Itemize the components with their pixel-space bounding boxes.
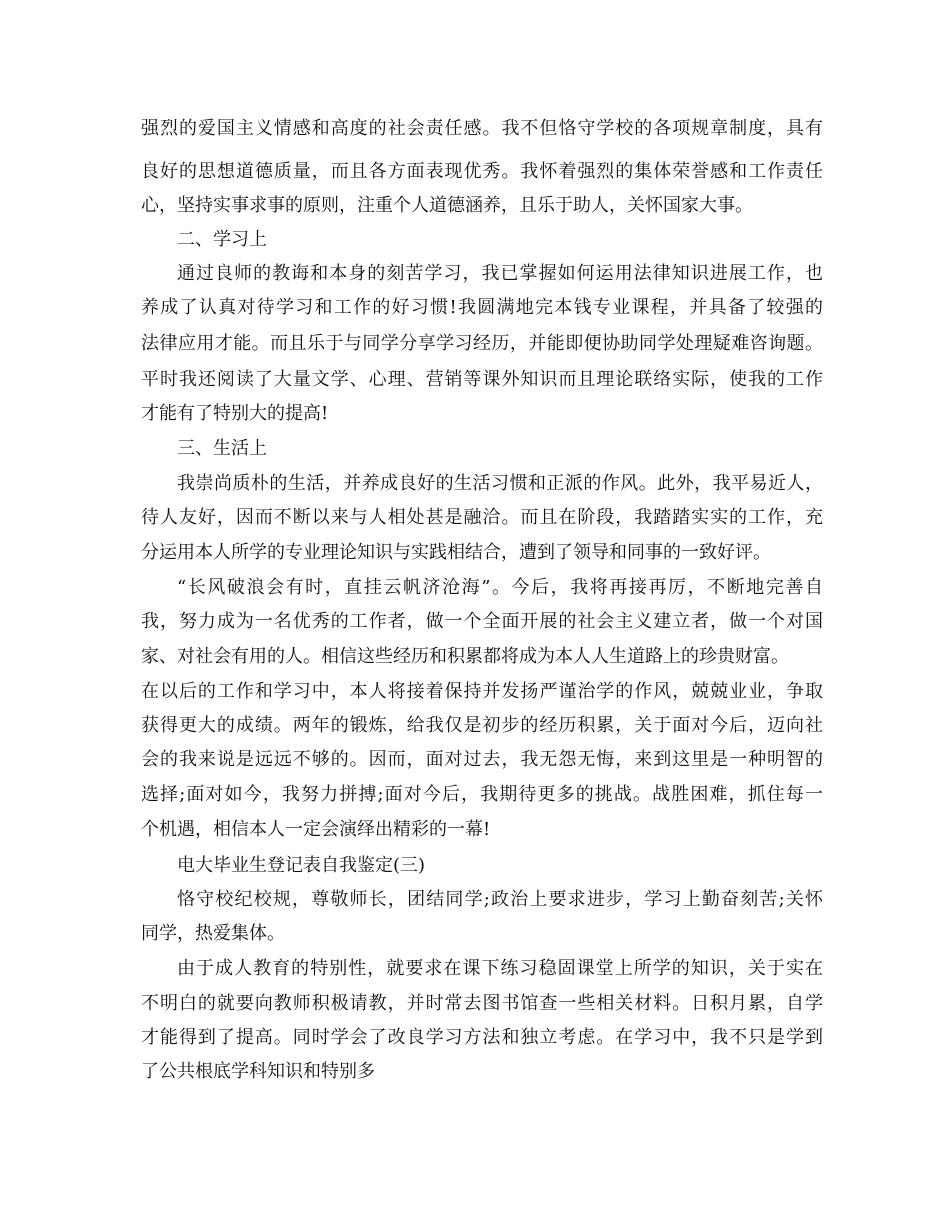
section-heading: 三、生活上 <box>177 438 267 459</box>
text-line: 会的我来说是远远不够的。因而，面对过去，我无怨无悔，来到这里是一种明智的 <box>141 749 823 770</box>
text-line: “长风破浪会有时，直挂云帆济沧海”。今后，我将再接再厉，不断地完善自 <box>177 577 823 598</box>
text-line: 才能得到了提高。同时学会了改良学习方法和独立考虑。在学习中，我不只是学到 <box>141 1027 823 1048</box>
section-heading: 二、学习上 <box>177 229 267 250</box>
text-line: 通过良师的教诲和本身的刻苦学习，我已掌握如何运用法律知识进展工作，也 <box>177 263 823 284</box>
text-line: 不明白的就要向教师积极请教，并时常去图书馆查一些相关材料。日积月累，自学 <box>141 993 823 1014</box>
text-line: 养成了认真对待学习和工作的好习惯!我圆满地完本钱专业课程，并具备了较强的 <box>141 297 823 318</box>
text-line: 心，坚持实事求事的原则，注重个人道德涵养，且乐于助人，关怀国家大事。 <box>141 195 753 216</box>
text-line: 获得更大的成绩。两年的锻炼，给我仅是初步的经历积累，关于面对今后，迈向社 <box>141 715 823 736</box>
text-line: 待人友好，因而不断以来与人相处甚是融洽。而且在阶段，我踏踏实实的工作，充 <box>141 507 823 528</box>
text-line: 家、对社会有用的人。相信这些经历和积累都将成为本人人生道路上的珍贵财富。 <box>141 646 789 667</box>
text-line: 强烈的爱国主义情感和高度的社会责任感。我不但恪守学校的各项规章制度，具有 <box>141 118 823 139</box>
text-line: 才能有了特别大的提高! <box>141 403 329 424</box>
text-line: 同学，热爱集体。 <box>141 923 285 944</box>
text-line: 良好的思想道德质量，而且各方面表现优秀。我怀着强烈的集体荣誉感和工作责任 <box>141 161 823 182</box>
text-line: 在以后的工作和学习中，本人将接着保持并发扬严谨治学的作风，兢兢业业，争取 <box>141 681 823 702</box>
text-line: 分运用本人所学的专业理论知识与实践相结合，遭到了领导和同事的一致好评。 <box>141 542 771 563</box>
text-line: 选择;面对如今，我努力拼搏;面对今后，我期待更多的挑战。战胜困难，抓住每一 <box>141 784 823 805</box>
text-line: 平时我还阅读了大量文学、心理、营销等课外知识而且理论联络实际，使我的工作 <box>141 369 823 390</box>
text-line: 法律应用才能。而且乐于与同学分享学习经历，并能即便协助同学处理疑难咨询题。 <box>141 333 823 354</box>
text-line: 了公共根底学科知识和特别多 <box>141 1061 375 1082</box>
section-heading: 电大毕业生登记表自我鉴定(三) <box>177 855 426 876</box>
text-line: 我，努力成为一名优秀的工作者，做一个全面开展的社会主义建立者，做一个对国 <box>141 611 823 632</box>
text-line: 个机遇，相信本人一定会演绎出精彩的一幕! <box>141 819 491 840</box>
text-line: 恪守校纪校规，尊敬师长，团结同学;政治上要求进步，学习上勤奋刻苦;关怀 <box>177 889 823 910</box>
text-line: 我崇尚质朴的生活，并养成良好的生活习惯和正派的作风。此外，我平易近人， <box>177 473 823 494</box>
text-line: 由于成人教育的特别性，就要求在课下练习稳固课堂上所学的知识，关于实在 <box>177 958 823 979</box>
